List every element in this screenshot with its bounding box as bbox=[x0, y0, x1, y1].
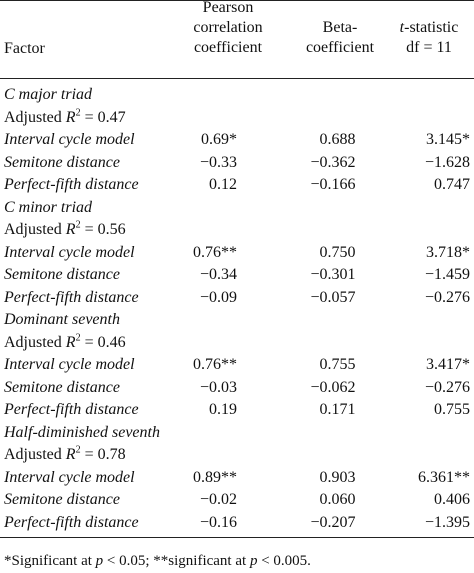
beta-cell: −0.362 bbox=[310, 153, 356, 171]
t-statistic-cell: 0.406 bbox=[434, 491, 470, 509]
group-title: Dominant seventh bbox=[4, 311, 120, 329]
table-row bbox=[0, 287, 474, 310]
pearson-cell: −0.09 bbox=[199, 288, 237, 306]
header-tstat-df: df = 11 bbox=[406, 39, 452, 56]
t-statistic-cell: −1.459 bbox=[424, 266, 470, 284]
pearson-cell: 0.12 bbox=[209, 176, 237, 194]
results-table bbox=[0, 84, 474, 534]
group-title: C minor triad bbox=[4, 198, 93, 216]
factor-cell: Interval cycle model bbox=[4, 468, 135, 486]
header-pearson-line2: correlation bbox=[193, 19, 263, 36]
pearson-cell: 0.89** bbox=[193, 468, 237, 486]
header-tstat bbox=[384, 18, 474, 58]
factor-cell: Perfect-fifth distance bbox=[4, 513, 139, 531]
footnote: *Significant at p < 0.05; **significant at p < 0.005. bbox=[4, 553, 311, 569]
table-bottom-rule bbox=[0, 537, 474, 538]
header-beta bbox=[300, 18, 380, 58]
t-statistic-cell: 3.145* bbox=[426, 131, 470, 149]
table-row bbox=[0, 174, 474, 197]
factor-cell: Semitone distance bbox=[4, 378, 120, 396]
beta-cell: −0.207 bbox=[310, 513, 356, 531]
group-title-row bbox=[0, 422, 474, 445]
t-statistic-cell: −1.395 bbox=[424, 513, 470, 531]
t-statistic-cell: 0.755 bbox=[434, 401, 470, 419]
beta-cell: 0.171 bbox=[319, 401, 356, 419]
beta-cell: 0.688 bbox=[319, 131, 356, 149]
t-statistic-cell: 3.718* bbox=[426, 243, 470, 261]
table-row bbox=[0, 399, 474, 422]
t-statistic-cell: −0.276 bbox=[424, 288, 470, 306]
table-row bbox=[0, 489, 474, 512]
factor-cell: Interval cycle model bbox=[4, 356, 135, 374]
header-pearson bbox=[178, 0, 278, 58]
t-statistic-cell: 6.361** bbox=[418, 468, 470, 486]
pearson-cell: 0.19 bbox=[209, 401, 237, 419]
header-factor: Factor bbox=[4, 40, 45, 57]
table-row bbox=[0, 152, 474, 175]
pearson-cell: −0.02 bbox=[199, 491, 237, 509]
factor-cell: Perfect-fifth distance bbox=[4, 401, 139, 419]
adjusted-r2: Adjusted $R^2 = 0.46$ bbox=[4, 332, 126, 351]
beta-cell: −0.062 bbox=[310, 378, 356, 396]
adjusted-r2-row bbox=[0, 219, 474, 242]
header-beta-line2: coefficient bbox=[305, 39, 375, 56]
table-row bbox=[0, 377, 474, 400]
table-row bbox=[0, 242, 474, 265]
group-title-row bbox=[0, 309, 474, 332]
t-statistic-cell: 3.417* bbox=[426, 356, 470, 374]
pearson-cell: −0.33 bbox=[199, 153, 237, 171]
table-row bbox=[0, 264, 474, 287]
t-statistic-cell: −1.628 bbox=[424, 153, 470, 171]
table-row bbox=[0, 467, 474, 490]
table-row bbox=[0, 512, 474, 535]
pearson-cell: −0.34 bbox=[199, 266, 237, 284]
group-title-row bbox=[0, 197, 474, 220]
factor-cell: Perfect-fifth distance bbox=[4, 288, 139, 306]
group-title-row bbox=[0, 84, 474, 107]
adjusted-r2-row bbox=[0, 107, 474, 130]
header-rule bbox=[0, 78, 474, 79]
factor-cell: Semitone distance bbox=[4, 491, 120, 509]
group-title: C major triad bbox=[4, 86, 93, 104]
adjusted-r2: Adjusted $R^2 = 0.78$ bbox=[4, 444, 126, 464]
pearson-cell: −0.16 bbox=[199, 513, 237, 531]
beta-cell: 0.060 bbox=[319, 491, 356, 509]
factor-cell: Semitone distance bbox=[4, 153, 120, 171]
header-tstat-line1: t-statistic bbox=[399, 19, 459, 36]
pearson-cell: 0.76** bbox=[193, 356, 237, 374]
pearson-cell: −0.03 bbox=[199, 378, 237, 396]
beta-cell: −0.166 bbox=[310, 176, 356, 194]
factor-cell: Perfect-fifth distance bbox=[4, 176, 139, 194]
group-title: Half-diminished seventh bbox=[4, 423, 160, 441]
factor-cell: Interval cycle model bbox=[4, 243, 135, 261]
table-row bbox=[0, 354, 474, 377]
factor-cell: Semitone distance bbox=[4, 266, 120, 284]
beta-cell: 0.755 bbox=[319, 356, 356, 374]
table-row bbox=[0, 129, 474, 152]
pearson-cell: 0.76** bbox=[193, 243, 237, 261]
adjusted-r2: Adjusted $R^2 = 0.56$ bbox=[4, 219, 126, 239]
header-beta-line1: Beta- bbox=[322, 19, 358, 36]
t-statistic-cell: −0.276 bbox=[424, 378, 470, 396]
beta-cell: 0.750 bbox=[319, 243, 356, 261]
beta-cell: −0.057 bbox=[310, 288, 356, 306]
t-statistic-cell: 0.747 bbox=[434, 176, 470, 194]
header-pearson-line1: Pearson bbox=[202, 0, 254, 16]
factor-cell: Interval cycle model bbox=[4, 131, 135, 149]
beta-cell: 0.903 bbox=[319, 468, 356, 486]
adjusted-r2: Adjusted $R^2 = 0.47$ bbox=[4, 107, 126, 126]
pearson-cell: 0.69* bbox=[201, 131, 237, 149]
header-pearson-line3: coefficient bbox=[193, 39, 263, 56]
beta-cell: −0.301 bbox=[310, 266, 356, 284]
adjusted-r2-row bbox=[0, 444, 474, 467]
adjusted-r2-row bbox=[0, 332, 474, 355]
